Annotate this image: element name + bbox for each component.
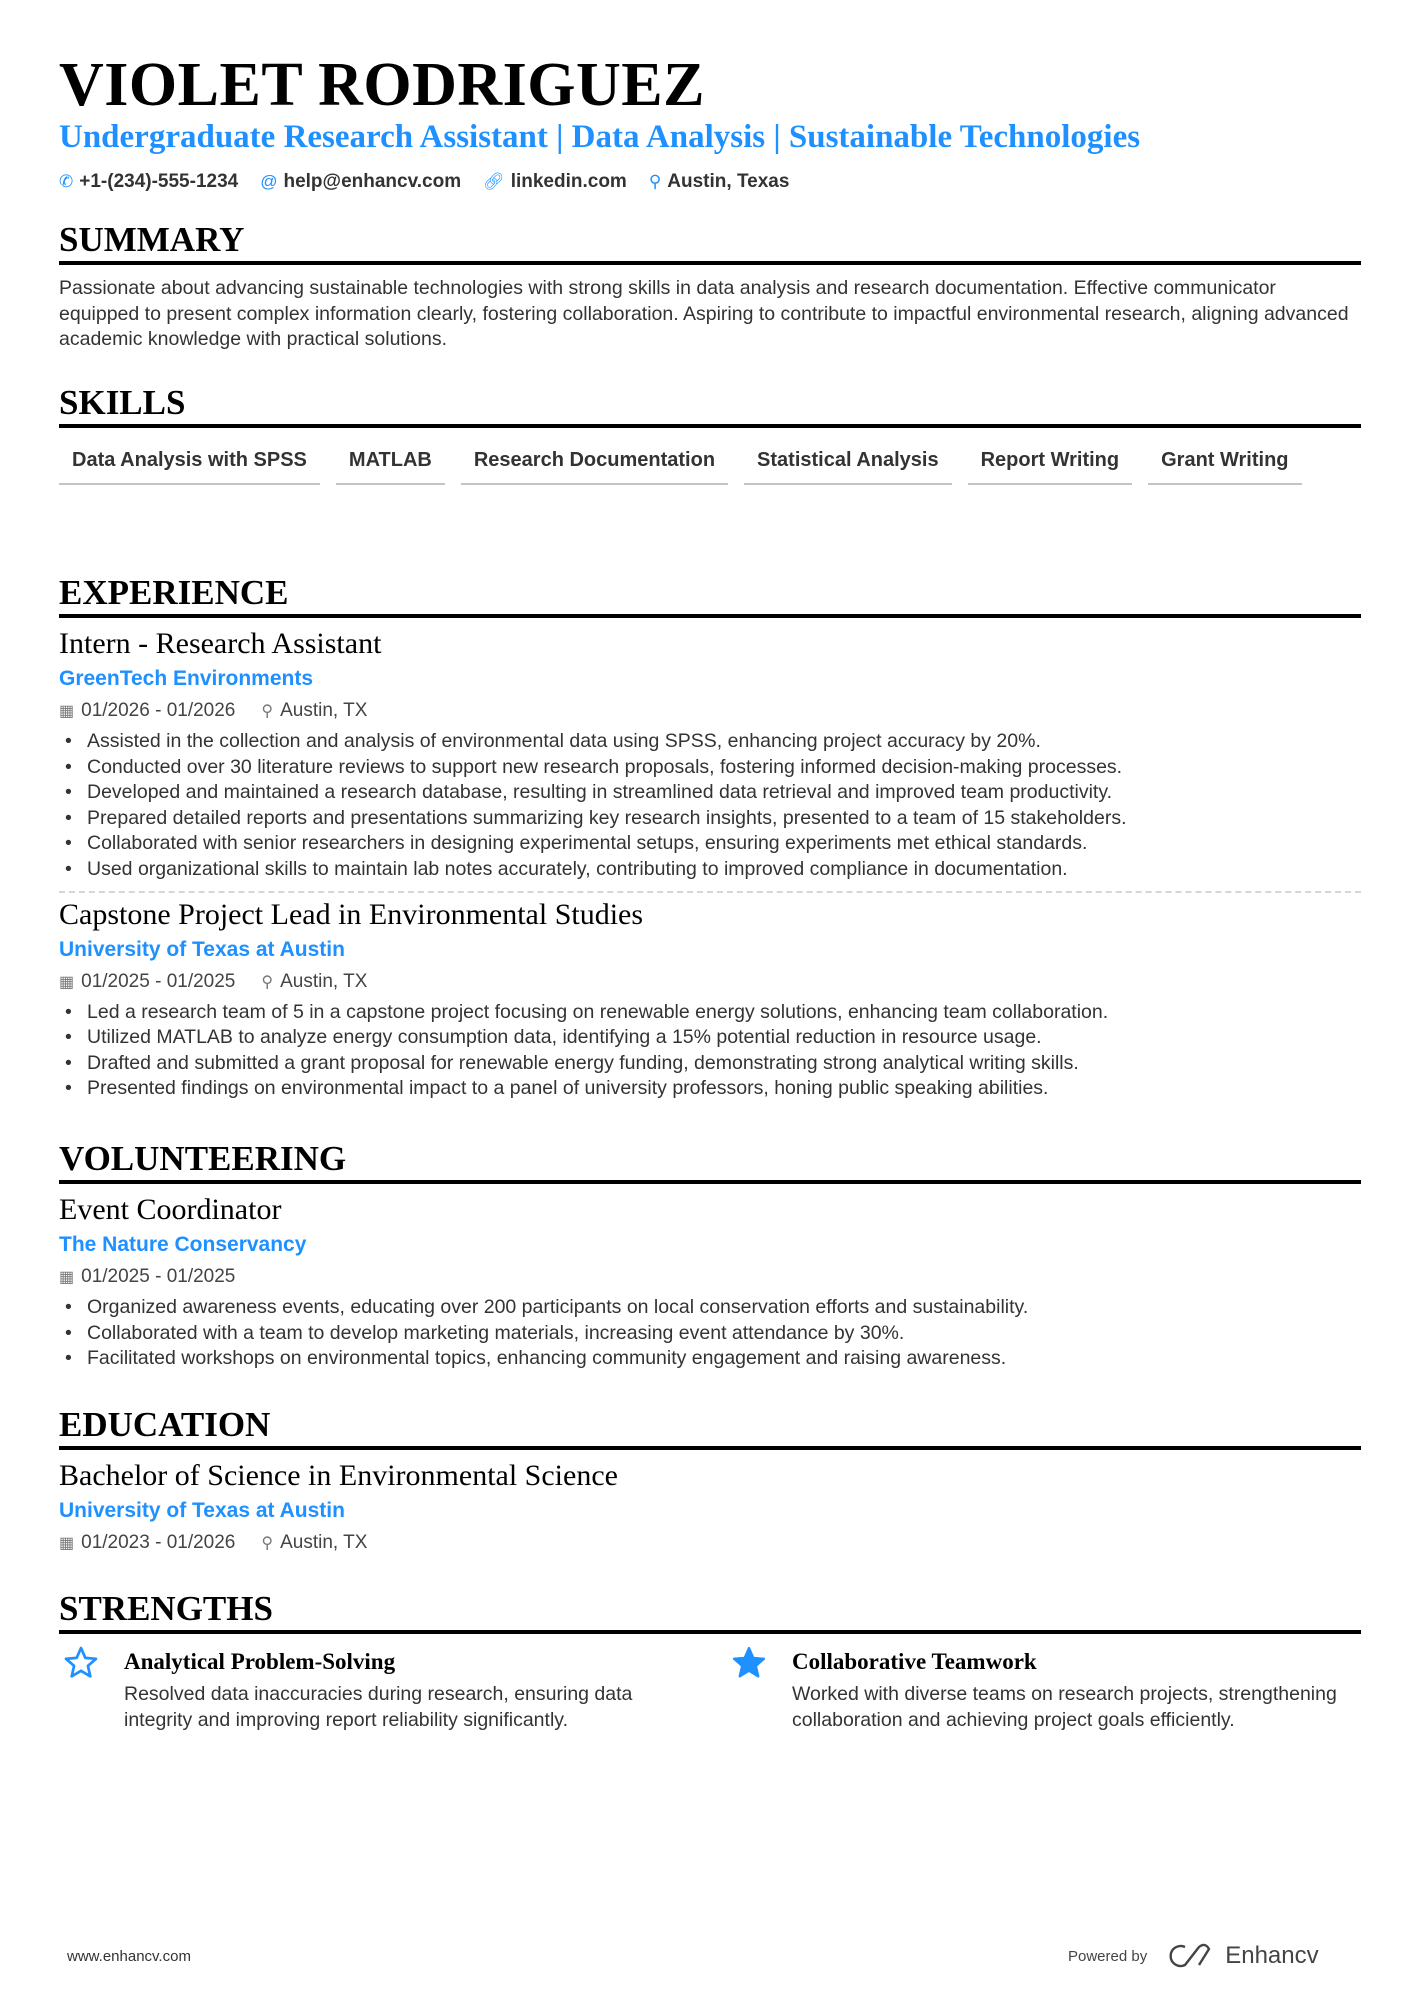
candidate-title: Undergraduate Research Assistant | Data Analysis | Sustainable Technologies: [59, 119, 1141, 155]
bullet: • Collaborated with senior researchers in designing experimental setups, ensuring experiments met ethical standards.: [59, 831, 1361, 857]
at-icon: @: [260, 172, 278, 191]
experience-section: [59, 573, 1361, 1102]
section-heading: SUMMARY: [59, 220, 1361, 265]
calendar-icon: ▦: [59, 703, 75, 720]
bullet: • Drafted and submitted a grant proposal for renewable energy funding, demonstrating strong analytical writing skills.: [59, 1051, 1361, 1077]
strengths-section: [59, 1589, 1361, 1749]
location-text: Austin, TX: [280, 1532, 368, 1553]
bullet: • Prepared detailed reports and presentations summarizing key research insights, presented to a team of 15 stakeholders.: [59, 806, 1361, 832]
location-text: Austin, TX: [280, 970, 368, 992]
date-text: 01/2023 - 01/2026: [81, 1532, 236, 1553]
skill-chip: Grant Writing: [1148, 440, 1301, 485]
calendar-icon: ▦: [59, 1535, 75, 1552]
contact-phone: [59, 170, 238, 194]
linkedin-text[interactable]: linkedin.com: [510, 171, 627, 192]
section-heading: VOLUNTEERING: [59, 1139, 1361, 1184]
bullet: • Facilitated workshops on environmental topics, enhancing community engagement and raising awareness.: [59, 1346, 1361, 1372]
bullet: • Collaborated with a team to develop marketing materials, increasing event attendance by 30%.: [59, 1321, 1361, 1347]
location-icon: ⚲: [261, 973, 274, 991]
calendar-icon: ▦: [59, 973, 75, 991]
link-icon: 🔗︎: [483, 172, 505, 191]
footer-website[interactable]: www.enhancv.com: [67, 1948, 191, 1965]
candidate-name: VIOLET RODRIGUEZ: [59, 51, 705, 119]
bullet: • Used organizational skills to maintain lab notes accurately, contributing to improved compliance in documentation.: [59, 857, 1361, 883]
company-name: GreenTech Environments: [59, 667, 314, 690]
contact-linkedin[interactable]: [483, 170, 627, 194]
school-location: [261, 1528, 367, 1559]
divider: [59, 891, 1361, 893]
job-entry: [59, 626, 1361, 883]
location-icon: ⚲: [261, 1535, 274, 1552]
calendar-icon: ▦: [59, 1269, 75, 1286]
education-section: [59, 1405, 1361, 1559]
strength-description: Worked with diverse teams on research projects, strengthening collaboration and achieving project goals efficiently.: [792, 1683, 1337, 1731]
date-text: 01/2025 - 01/2025: [81, 970, 236, 992]
skill-chip: Report Writing: [968, 440, 1133, 485]
brand-name: Enhancv: [1225, 1942, 1319, 1969]
phone-text: +1-(234)-555-1234: [79, 171, 239, 192]
bullet: • Conducted over 30 literature reviews to support new research proposals, fostering informed decision-making processes.: [59, 755, 1361, 781]
date-range: [59, 696, 235, 727]
bullet: • Presented findings on environmental impact to a panel of university professors, honing public speaking abilities.: [59, 1076, 1361, 1102]
section-heading: SKILLS: [59, 383, 1361, 428]
location-icon: ⚲: [261, 703, 274, 720]
summary-text: Passionate about advancing sustainable technologies with strong skills in data analysis and research documentation. Effective communicator equipped to present complex information clearly, fostering collaboration. Aspiring to contribute to impactful environmental research, aligning advanced academic knowledge with practical solutions.: [59, 277, 1349, 351]
section-heading: EDUCATION: [59, 1405, 1361, 1450]
skill-chip: Research Documentation: [461, 440, 728, 485]
phone-icon: ✆: [59, 172, 74, 191]
enhancv-logo-icon: [1169, 1943, 1215, 1969]
skill-chip: Statistical Analysis: [744, 440, 952, 485]
star-filled-icon: [731, 1645, 767, 1681]
strength-item: [63, 1647, 663, 1733]
degree-title: Bachelor of Science in Environmental Science: [59, 1459, 618, 1492]
skills-section: [59, 383, 1361, 485]
bullet: • Organized awareness events, educating over 200 participants on local conservation efforts and sustainability.: [59, 1295, 1361, 1321]
section-heading: STRENGTHS: [59, 1589, 1361, 1634]
bullet: • Assisted in the collection and analysis of environmental data using SPSS, enhancing project accuracy by 20%.: [59, 729, 1361, 755]
date-range: [59, 967, 235, 998]
powered-by-text: Powered by: [1068, 1947, 1148, 1965]
star-outline-icon: [63, 1645, 99, 1681]
location-text: Austin, TX: [280, 700, 368, 721]
email-text[interactable]: help@enhancv.com: [283, 171, 462, 192]
bullet: • Developed and maintained a research database, resulting in streamlined data retrieval and improved team productivity.: [59, 780, 1361, 806]
summary-section: [59, 220, 1361, 353]
location-icon: ⚲: [648, 172, 662, 191]
contact-location: [649, 170, 790, 194]
job-location: [261, 967, 367, 998]
strength-title: Collaborative Teamwork: [792, 1649, 1037, 1674]
location-text: Austin, Texas: [667, 171, 790, 192]
date-text: 01/2026 - 01/2026: [81, 700, 236, 721]
date-text: 01/2025 - 01/2025: [81, 1266, 236, 1287]
strength-title: Analytical Problem-Solving: [124, 1649, 396, 1674]
date-range: [59, 1528, 235, 1559]
bullet: • Led a research team of 5 in a capstone project focusing on renewable energy solutions, enhancing team collaboration.: [59, 1000, 1361, 1026]
school-name: University of Texas at Austin: [59, 1499, 345, 1522]
organization-name: The Nature Conservancy: [59, 1233, 307, 1256]
skill-chip: Data Analysis with SPSS: [59, 440, 320, 485]
job-title: Capstone Project Lead in Environmental Studies: [59, 897, 644, 931]
section-heading: EXPERIENCE: [59, 573, 1361, 618]
volunteering-section: [59, 1139, 1361, 1372]
company-name: University of Texas at Austin: [59, 937, 345, 961]
footer-branding: [1068, 1942, 1319, 1970]
enhancv-logo[interactable]: [1169, 1942, 1318, 1970]
contact-email[interactable]: [260, 170, 461, 194]
contact-list: [59, 170, 789, 194]
job-entry: [59, 897, 1361, 1102]
bullet: • Utilized MATLAB to analyze energy consumption data, identifying a 15% potential reduction in resource usage.: [59, 1025, 1361, 1051]
skill-chip: MATLAB: [336, 440, 445, 485]
strength-description: Resolved data inaccuracies during research, ensuring data integrity and improving report reliability significantly.: [124, 1683, 633, 1731]
job-title: Intern - Research Assistant: [59, 627, 382, 660]
role-title: Event Coordinator: [59, 1193, 282, 1226]
job-location: [261, 696, 367, 727]
date-range: [59, 1262, 235, 1293]
strength-item: [731, 1647, 1337, 1733]
